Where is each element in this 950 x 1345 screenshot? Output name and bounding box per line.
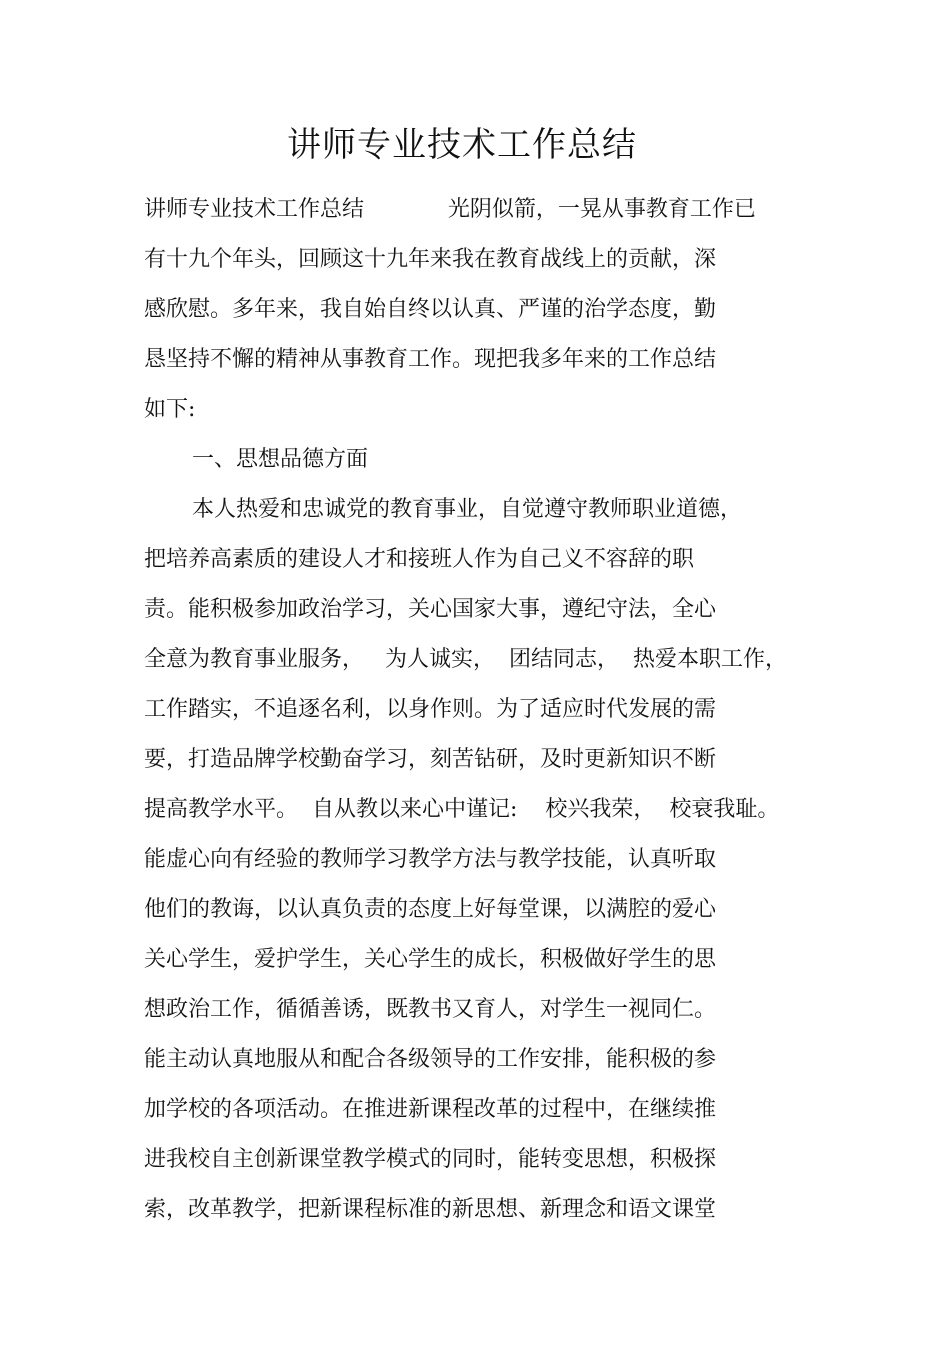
text-line: 讲师专业技术工作总结 光阴似箭，一晃从事教育工作已 [144, 197, 756, 222]
text-line: 一、思想品德方面 [192, 447, 369, 472]
text-line: 全意为教育事业服务， 为人诚实， 团结同志， 热爱本职工作， [144, 647, 787, 672]
text-line: 能主动认真地服从和配合各级领导的工作安排，能积极的参 [144, 1047, 717, 1072]
text-line: 进我校自主创新课堂教学模式的同时，能转变思想，积极探 [144, 1147, 717, 1172]
text-line: 要，打造品牌学校勤奋学习，刻苦钻研，及时更新知识不断 [144, 747, 717, 772]
text-line: 有十九个年头，回顾这十九年来我在教育战线上的贡献，深 [144, 247, 717, 272]
text-line: 感欣慰。多年来，我自始自终以认真、严谨的治学态度，勤 [144, 297, 717, 322]
text-line: 关心学生，爱护学生，关心学生的成长，积极做好学生的思 [144, 947, 717, 972]
text-line: 索，改革教学，把新课程标准的新思想、新理念和语文课堂 [144, 1197, 717, 1222]
text-line: 责。能积极参加政治学习，关心国家大事，遵纪守法，全心 [144, 597, 717, 622]
text-line: 能虚心向有经验的教师学习教学方法与教学技能，认真听取 [144, 847, 717, 872]
text-line: 把培养高素质的建设人才和接班人作为自己义不容辞的职 [144, 547, 695, 572]
document-body [144, 185, 804, 1235]
text-line: 恳坚持不懈的精神从事教育工作。现把我多年来的工作总结 [144, 347, 717, 372]
text-line: 本人热爱和忠诚党的教育事业，自觉遵守教师职业道德， [192, 497, 743, 522]
text-line: 工作踏实，不追逐名利，以身作则。为了适应时代发展的需 [144, 697, 717, 722]
text-line: 加学校的各项活动。在推进新课程改革的过程中，在继续推 [144, 1097, 717, 1122]
text-line: 想政治工作，循循善诱，既教书又育人，对学生一视同仁。 [144, 997, 717, 1022]
text-line: 他们的教诲，以认真负责的态度上好每堂课，以满腔的爱心 [144, 897, 717, 922]
document-title: 讲师专业技术工作总结 [287, 125, 637, 165]
text-line: 如下: [144, 397, 196, 422]
text-line: 提高教学水平。 自从教以来心中谨记: 校兴我荣， 校衰我耻。 [144, 797, 780, 822]
